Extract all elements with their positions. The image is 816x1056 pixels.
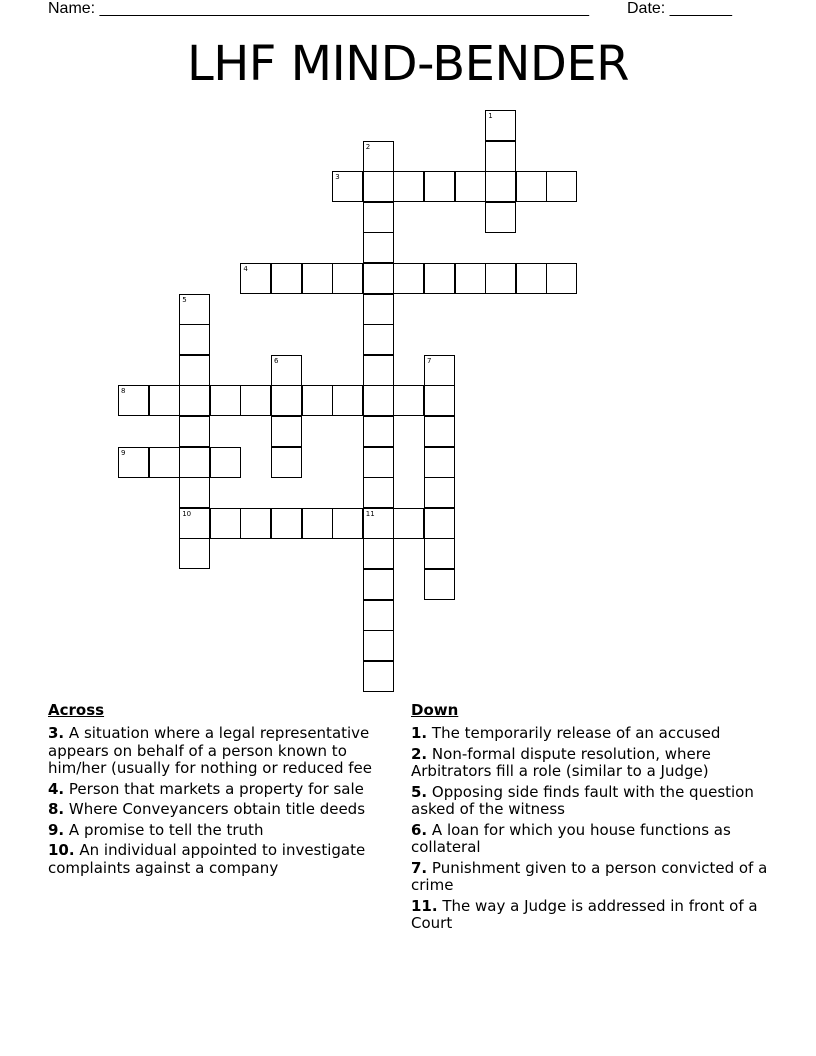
down-clues [411, 701, 771, 936]
clue-number: 3 [335, 173, 340, 182]
grid-cell[interactable] [118, 385, 149, 416]
clue-text: Where Conveyancers obtain title deeds [68, 800, 366, 818]
across-clue [48, 842, 398, 877]
across-clue [48, 725, 398, 778]
grid-cell[interactable] [179, 385, 210, 416]
clue-number: 1 [488, 112, 493, 120]
grid-cell[interactable] [240, 385, 271, 416]
grid-cell[interactable] [516, 171, 547, 202]
grid-cell[interactable] [485, 202, 516, 233]
clue-text: A promise to tell the truth [68, 820, 264, 839]
clue-number: 6. [411, 820, 428, 839]
grid-cell[interactable] [179, 416, 210, 447]
grid-cell[interactable] [363, 324, 394, 355]
clue-number: 7 [427, 356, 432, 365]
grid-cell[interactable] [424, 508, 455, 539]
page-title: LHF MIND-BENDER [186, 36, 630, 92]
grid-cell[interactable] [363, 202, 394, 233]
grid-cell[interactable] [363, 232, 394, 263]
grid-cell[interactable] [363, 508, 394, 539]
grid-cell[interactable] [363, 171, 394, 202]
down-clue [411, 822, 771, 857]
grid-cell[interactable] [210, 508, 241, 539]
grid-cell[interactable] [332, 263, 363, 294]
date-field-label: Date: _______ [627, 0, 732, 17]
grid-cell[interactable] [179, 477, 210, 508]
grid-cell[interactable] [179, 355, 210, 386]
grid-cell[interactable] [363, 630, 394, 661]
grid-cell[interactable] [179, 538, 210, 569]
grid-cell[interactable] [485, 171, 516, 202]
grid-cell[interactable] [393, 508, 424, 539]
grid-cell[interactable] [179, 324, 210, 355]
clue-number: 10. [48, 841, 75, 859]
grid-cell[interactable] [424, 477, 455, 508]
clue-text: An individual appointed to investigate complaints against a company [48, 841, 366, 877]
grid-cell[interactable] [149, 447, 180, 478]
grid-cell[interactable] [363, 355, 394, 386]
grid-cell[interactable] [210, 385, 241, 416]
grid-cell[interactable] [363, 538, 394, 569]
grid-cell[interactable] [332, 385, 363, 416]
grid-cell[interactable] [332, 171, 363, 202]
clue-text: Opposing side finds fault with the question asked of the witness [411, 782, 754, 818]
down-clue [411, 725, 771, 743]
grid-cell[interactable] [240, 263, 271, 294]
grid-cell[interactable] [332, 508, 363, 539]
clue-number: 10 [182, 509, 192, 518]
clue-number: 4. [48, 779, 65, 798]
grid-cell[interactable] [302, 263, 333, 294]
grid-cell[interactable] [424, 171, 455, 202]
clue-text: The way a Judge is addressed in front of a Court [411, 896, 758, 932]
grid-cell[interactable] [485, 110, 516, 141]
grid-cell[interactable] [271, 355, 302, 386]
clue-number: 6 [274, 356, 279, 365]
grid-cell[interactable] [424, 385, 455, 416]
clue-text: A loan for which you house functions as collateral [411, 820, 731, 856]
grid-cell[interactable] [271, 416, 302, 447]
clue-text: Punishment given to a person convicted of a crime [411, 858, 768, 894]
grid-cell[interactable] [546, 263, 577, 294]
grid-cell[interactable] [210, 447, 241, 478]
across-clue [48, 801, 398, 819]
clue-number: 2 [365, 142, 371, 151]
clue-number: 4 [243, 265, 248, 273]
clue-text: Non-formal dispute resolution, where Arbitrators fill a role (similar to a Judge) [411, 744, 711, 780]
clue-text: Person that markets a property for sale [68, 779, 364, 798]
grid-cell[interactable] [424, 263, 455, 294]
grid-cell[interactable] [393, 263, 424, 294]
grid-cell[interactable] [302, 385, 333, 416]
grid-cell[interactable] [271, 263, 302, 294]
grid-cell[interactable] [363, 569, 394, 600]
grid-cell[interactable] [363, 477, 394, 508]
clue-number: 2. [411, 744, 428, 763]
clue-number: 5. [411, 782, 428, 801]
across-clue [48, 781, 398, 799]
across-clue [48, 822, 398, 840]
clue-text: A situation where a legal representative appears on behalf of a person known to him/her (usually for nothing or reduced fee [48, 724, 373, 777]
grid-cell[interactable] [424, 416, 455, 447]
grid-cell[interactable] [393, 171, 424, 202]
down-heading: Down [411, 701, 459, 719]
grid-cell[interactable] [179, 508, 210, 539]
grid-cell[interactable] [240, 508, 271, 539]
grid-cell[interactable] [546, 171, 577, 202]
clue-number: 11 [365, 509, 375, 518]
clue-number: 7. [411, 858, 428, 877]
name-field-label: Name: _______________________________________________________ [48, 0, 589, 17]
grid-cell[interactable] [271, 508, 302, 539]
grid-cell[interactable] [271, 447, 302, 478]
grid-cell[interactable] [363, 600, 394, 631]
clue-number: 11. [411, 896, 438, 915]
grid-cell[interactable] [179, 294, 210, 325]
clue-number: 1. [411, 724, 428, 742]
down-clue [411, 898, 771, 933]
clue-number: 9 [121, 448, 126, 457]
grid-cell[interactable] [363, 263, 394, 294]
across-clues [48, 701, 398, 880]
down-clue [411, 784, 771, 819]
grid-cell[interactable] [363, 141, 394, 172]
down-clue [411, 746, 771, 781]
grid-cell[interactable] [393, 385, 424, 416]
clue-text: The temporarily release of an accused [431, 724, 721, 742]
grid-cell[interactable] [149, 385, 180, 416]
clue-number: 9. [48, 820, 65, 839]
grid-cell[interactable] [455, 171, 486, 202]
grid-cell[interactable] [516, 263, 547, 294]
grid-cell[interactable] [424, 355, 455, 386]
grid-cell[interactable] [455, 263, 486, 294]
grid-cell[interactable] [485, 263, 516, 294]
grid-cell[interactable] [363, 416, 394, 447]
grid-cell[interactable] [363, 661, 394, 692]
clue-number: 8 [121, 387, 126, 396]
grid-cell[interactable] [485, 141, 516, 172]
grid-cell[interactable] [363, 447, 394, 478]
clue-number: 8. [48, 800, 65, 818]
clue-number: 5 [182, 295, 187, 304]
grid-cell[interactable] [424, 447, 455, 478]
grid-cell[interactable] [424, 538, 455, 569]
grid-cell[interactable] [271, 385, 302, 416]
grid-cell[interactable] [118, 447, 149, 478]
grid-cell[interactable] [363, 385, 394, 416]
clue-number: 3. [48, 724, 65, 742]
grid-cell[interactable] [179, 447, 210, 478]
grid-cell[interactable] [363, 294, 394, 325]
grid-cell[interactable] [424, 569, 455, 600]
across-heading: Across [48, 701, 105, 719]
down-clue [411, 860, 771, 895]
grid-cell[interactable] [302, 508, 333, 539]
